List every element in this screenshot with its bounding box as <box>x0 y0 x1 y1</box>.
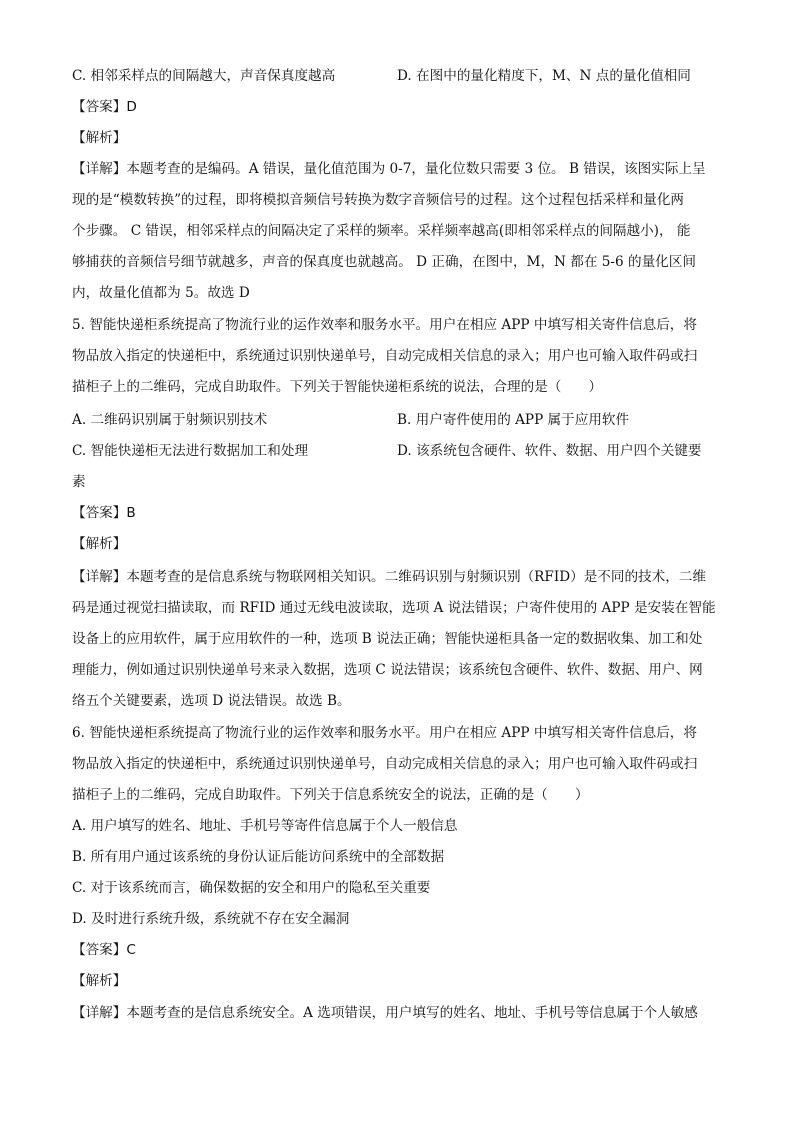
q5-option-d: D. 该系统包含硬件、软件、数据、用户四个关键要 <box>397 443 702 459</box>
q5-detail-line: 设备上的应用软件，属于应用软件的一种，选项 B 说法正确；智能快递柜具备一定的数据收集、加工和处 <box>72 631 703 647</box>
q4-option-c: C. 相邻采样点的间隔越大，声音保真度越高 <box>72 68 336 84</box>
q5-option-a: A. 二维码识别属于射频识别技术 <box>72 412 268 428</box>
q4-analysis-label: 【解析】 <box>72 130 127 146</box>
q5-detail-line: 理能力，例如通过识别快递单号来录入数据，选项 C 说法错误；该系统包含硬件、软件、数据、用户、网 <box>72 662 703 678</box>
q4-detail-line: 内，故量化值都为 5。故选 D <box>72 285 250 301</box>
q4-option-d: D. 在图中的量化精度下，M、N 点的量化值相同 <box>397 68 691 84</box>
q5-stem-line: 物品放入指定的快递柜中，系统通过识别快递单号，自动完成相关信息的录入；用户也可输入取件码或扫 <box>72 348 698 364</box>
q6-stem-line: 6. 智能快递柜系统提高了物流行业的运作效率和服务水平。用户在相应 APP 中填写相关寄件信息后，将 <box>72 725 697 741</box>
q5-option-d-continued: 素 <box>72 474 86 490</box>
q4-detail-line: 【详解】本题考查的是编码。A 错误，量化值范围为 0-7，量化位数只需要 3 位。 B 错误，该图实际上呈 <box>72 161 706 177</box>
q5-detail-line: 络五个关键要素，选项 D 说法错误。故选 B。 <box>72 693 351 709</box>
q5-detail-line: 【详解】本题考查的是信息系统与物联网相关知识。二维码识别与射频识别（RFID）是不同的技术，二维 <box>72 569 707 585</box>
q6-option-c: C. 对于该系统而言，确保数据的安全和用户的隐私至关重要 <box>72 880 431 896</box>
q6-detail-line: 【详解】本题考查的是信息系统安全。A 选项错误，用户填写的姓名、地址、手机号等信息属于个人敏感 <box>72 1005 698 1021</box>
q5-stem-line: 描柜子上的二维码，完成自助取件。下列关于智能快递柜系统的说法，合理的是（ ） <box>72 379 603 395</box>
q6-option-b: B. 所有用户通过该系统的身份认证后能访问系统中的全部数据 <box>72 849 445 865</box>
q6-answer: 【答案】C <box>72 942 136 958</box>
q4-detail-line: 个步骤。 C 错误，相邻采样点的间隔决定了采样的频率。采样频率越高(即相邻采样点的间隔越小)， 能 <box>72 223 691 239</box>
q6-option-a: A. 用户填写的姓名、地址、手机号等寄件信息属于个人一般信息 <box>72 818 458 834</box>
q4-detail-line: 现的是“模数转换”的过程，即将模拟音频信号转换为数字音频信号的过程。这个过程包括采样和量化两 <box>72 192 685 208</box>
q6-stem-line: 物品放入指定的快递柜中，系统通过识别快递单号，自动完成相关信息的录入；用户也可输入取件码或扫 <box>72 756 698 772</box>
q5-analysis-label: 【解析】 <box>72 536 127 552</box>
q5-option-c: C. 智能快递柜无法进行数据加工和处理 <box>72 443 309 459</box>
q6-analysis-label: 【解析】 <box>72 973 127 989</box>
q5-detail-line: 码是通过视觉扫描读取，而 RFID 通过无线电波读取，选项 A 说法错误；户寄件使用的 APP 是安装在智能 <box>72 600 716 616</box>
q5-answer: 【答案】B <box>72 505 136 521</box>
q4-detail-line: 够捕获的音频信号细节就越多，声音的保真度也就越高。 D 正确，在图中，M，N 都在 5-6 的量化区间 <box>72 254 696 270</box>
q6-stem-line: 描柜子上的二维码，完成自助取件。下列关于信息系统安全的说法，正确的是（ ） <box>72 787 589 803</box>
q5-stem-line: 5. 智能快递柜系统提高了物流行业的运作效率和服务水平。用户在相应 APP 中填写相关寄件信息后，将 <box>72 317 697 333</box>
q4-answer: 【答案】D <box>72 99 137 115</box>
q6-option-d: D. 及时进行系统升级，系统就不存在安全漏洞 <box>72 911 350 927</box>
q5-option-b: B. 用户寄件使用的 APP 属于应用软件 <box>397 412 630 428</box>
